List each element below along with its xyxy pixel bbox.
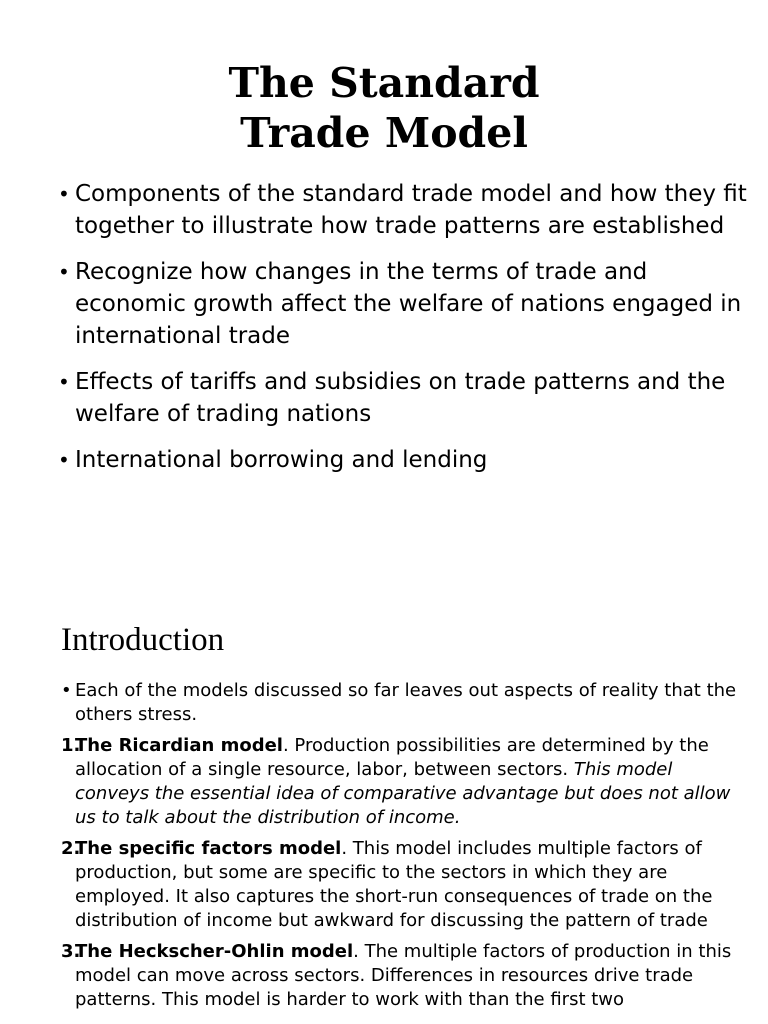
slide-title bbox=[0, 58, 768, 158]
model-note: This model conveys the essential idea of comparative advantage but does not allow us to talk about the distribution of income. bbox=[75, 759, 731, 828]
bullet-icon: • bbox=[58, 260, 70, 284]
bullet-icon: • bbox=[58, 448, 70, 472]
objectives-list bbox=[58, 178, 748, 490]
model-item-heckscher-ohlin bbox=[61, 940, 741, 1012]
objective-item bbox=[58, 178, 748, 242]
introduction-list bbox=[61, 679, 741, 1019]
model-item-ricardian bbox=[61, 734, 741, 830]
item-number: 1. bbox=[61, 735, 81, 756]
bullet-icon: • bbox=[58, 370, 70, 394]
model-name: The specific factors model bbox=[75, 838, 342, 859]
model-name: The Heckscher-Ohlin model bbox=[75, 941, 354, 962]
objective-item bbox=[58, 256, 748, 352]
model-name: The Ricardian model bbox=[75, 735, 283, 756]
objective-item bbox=[58, 444, 748, 476]
bullet-icon: • bbox=[61, 680, 72, 701]
introduction-heading: Introduction bbox=[61, 622, 225, 658]
model-description: . The multiple factors of production in this model can move across sectors. Differences in resources drive trade patterns. This model is harder to work with than the first two bbox=[75, 941, 732, 1010]
model-item-specific-factors bbox=[61, 837, 741, 933]
objective-text: Components of the standard trade model and how they fit together to illustrate how trade patterns are established bbox=[75, 181, 747, 239]
objective-text: Effects of tariffs and subsidies on trade patterns and the welfare of trading nations bbox=[75, 369, 726, 427]
item-number: 3. bbox=[61, 941, 81, 962]
model-description: . Production possibilities are determined by the allocation of a single resource, labor, between sectors. bbox=[75, 735, 709, 780]
bullet-icon: • bbox=[58, 182, 70, 206]
title-line-1: The Standard bbox=[228, 59, 540, 107]
intro-text: Each of the models discussed so far leaves out aspects of reality that the others stress. bbox=[75, 680, 737, 725]
title-line-2: Trade Model bbox=[240, 109, 528, 157]
model-description: . This model includes multiple factors of production, but some are specific to the sectors in which they are employed. It also captures the short-run consequences of trade on the distribution of income but awkward for discussing the pattern of trade bbox=[75, 838, 713, 931]
intro-item bbox=[61, 679, 741, 727]
objective-text: International borrowing and lending bbox=[75, 447, 488, 473]
objective-item bbox=[58, 366, 748, 430]
item-number: 2. bbox=[61, 838, 81, 859]
objective-text: Recognize how changes in the terms of trade and economic growth affect the welfare of nations engaged in international trade bbox=[75, 259, 742, 349]
